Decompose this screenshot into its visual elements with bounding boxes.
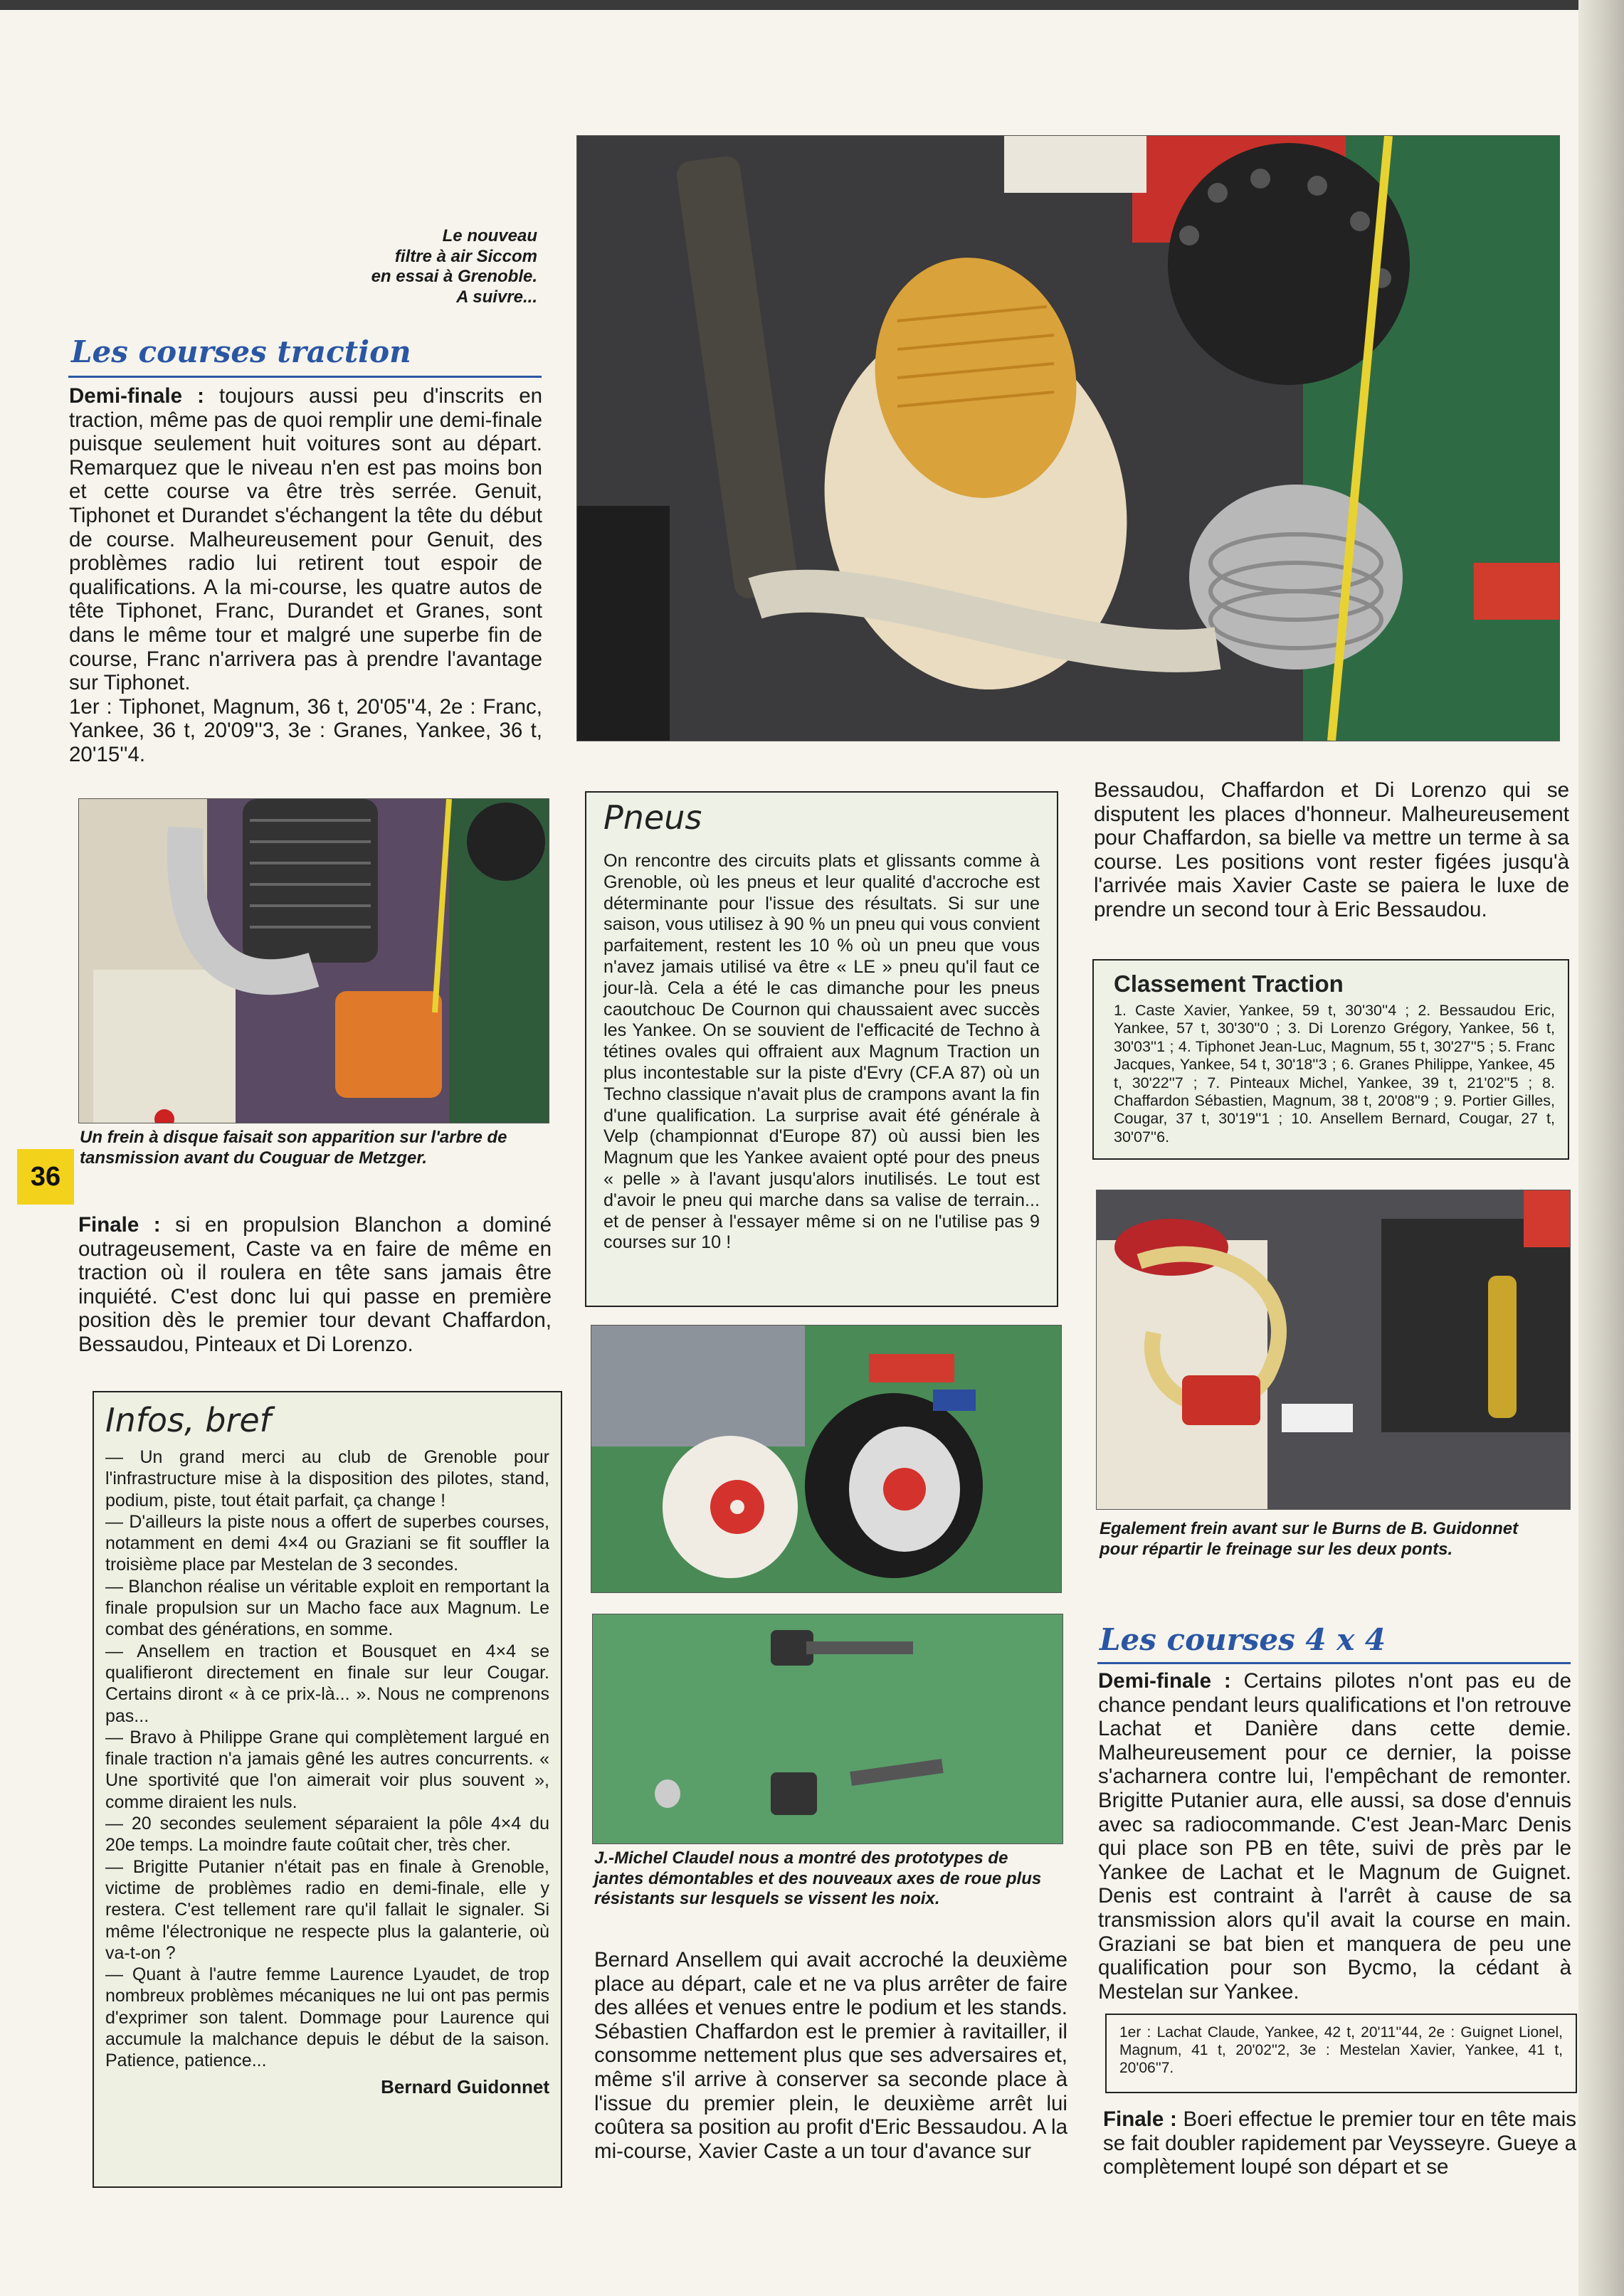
infos-bref-title: Infos, bref [105, 1401, 271, 1439]
caption-line: filtre à air Siccom [394, 246, 537, 266]
traction-finale [78, 1213, 552, 1357]
section-rule [1097, 1662, 1571, 1664]
four-by-four-finale [1103, 2107, 1576, 2179]
classement-text: 1. Caste Xavier, Yankee, 59 t, 30'30''4 ; 2. Bessaudou Eric, Yankee, 57 t, 30'30''0 ; 3. Di Lorenzo Grégory, Yankee, 56 t, 30'03''1 ; 4. Tiphonet Jean-Luc, Magnum, 55 t, 30'27''5 ; 5. Franc Jacques, Yankee, 54 t, 30'18''3 ; 6. Granes Philippe, Yankee, 45 t, 30'22''7 ; 7. Pinteaux Michel, Yankee, 39 t, 21'02''5 ; 8. Chaffardon Sébastien, Magnum, 38 t, 20'08''9 ; 9. Portier Gilles, Cougar, 37 t, 30'19''1 ; 10. Ansellem Bernard, Cougar, 27 t, 30'07''6. [1114, 1002, 1555, 1146]
photo-axles [592, 1614, 1063, 1844]
page-number: 36 [17, 1149, 74, 1205]
demi-finale-text: toujours aussi peu d'inscrits en traction, même pas de quoi remplir une demi-finale puisque seulement huit voitures sont au départ. Remarquez que le niveau n'en est pas moins bon et cette course va être très serrée. Genuit, Tiphonet et Durandet s'échangent la tête du début de course. Malheureusement pour Genuit, des problèmes radio lui retirent tout espoir de qualifications. A la mi-course, les quatre autos de tête Tiphonet, Franc, Durandet et Granes, sont dans le même tour et malgré une superbe fin de course, Franc n'arrivera pas à prendre l'avantage sur Tiphonet. [69, 384, 543, 695]
four-by-four-results: 1er : Lachat Claude, Yankee, 42 t, 20'11''44, 2e : Guignet Lionel, Magnum, 41 t, 20'02''2, 3e : Mestelan Xavier, Yankee, 41 t, 20'06''7. [1119, 2024, 1563, 2076]
caption-disc-brake: Un frein à disque faisait son apparition sur l'arbre de tansmission avant du Couguar de Metzger. [80, 1128, 507, 1168]
finale-label: Finale : [78, 1213, 161, 1237]
infos-bref-list [105, 1446, 549, 2072]
page-top-edge [0, 0, 1624, 10]
right-column-text-top: Bessaudou, Chaffardon et Di Lorenzo qui se disputent les places d'honneur. Malheureusement pour Chaffardon, sa bielle va mettre un terme à sa course. Les positions vont rester figées jusqu'à l'arrivée mais Xavier Caste se paiera le luxe de prendre un second tour à Eric Bessaudou. [1094, 778, 1569, 921]
section-title-traction: Les courses traction [71, 334, 411, 369]
infos-item: — Ansellem en traction et Bousquet en 4×4 se qualifieront directement en finale sur leur Cougar. Certains diront « à ce prix-là... ». Nous ne comprenons pas... [105, 1641, 549, 1726]
section-rule [68, 376, 542, 378]
finale-text: si en propulsion Blanchon a dominé outrageusement, Caste va en faire de même en traction où il roulera en tête sans jamais être inquiété. C'est donc lui qui passe en première position dès le premier tour devant Chaffardon, Bessaudou, Pinteaux et Di Lorenzo. [78, 1213, 552, 1356]
photo-air-filter-engine [576, 135, 1560, 741]
infos-item: — Un grand merci au club de Grenoble pour l'infrastructure mise à la disposition des pilotes, stand, podium, piste, tout était parfait, ça change ! [105, 1447, 549, 1511]
pneus-box [585, 791, 1058, 1307]
caption-line: A suivre... [456, 287, 537, 307]
caption-burns: Egalement frein avant sur le Burns de B. Guidonnet pour répartir le freinage sur les deux ponts. [1100, 1519, 1519, 1559]
infos-bref-box [93, 1391, 562, 2188]
binding-spine [1578, 0, 1624, 2296]
infos-item: — D'ailleurs la piste nous a offert de superbes courses, notamment en demi 4×4 ou Graziani se fit souffler la troisième place par Mestelan de 3 secondes. [105, 1511, 549, 1575]
demi-finale-label: Demi-finale : [69, 384, 204, 408]
four-by-four-demi-finale [1098, 1669, 1571, 2004]
caption-air-filter [270, 226, 537, 307]
caption-line: Le nouveau [442, 226, 537, 245]
pneus-title: Pneus [603, 798, 702, 837]
demi-finale-results: 1er : Tiphonet, Magnum, 36 t, 20'05''4, 2e : Franc, Yankee, 36 t, 20'09''3, 3e : Granes, Yankee, 36 t, 20'15''4. [69, 694, 542, 766]
four-by-four-results-box [1105, 2014, 1577, 2093]
classement-traction-box [1092, 959, 1569, 1160]
infos-item: — Blanchon réalise un véritable exploit en remportant la finale propulsion sur un Macho face aux Magnum. Le combat des générations, en somme. [105, 1576, 549, 1640]
classement-title: Classement Traction [1114, 970, 1344, 997]
demi-finale-text: Certains pilotes n'ont pas eu de chance pendant leurs qualifications et l'on retrouve Lachat et Danière dans cette demie. Malheureusement pour ce dernier, la poisse s'acharnera contre lui, l'empêchant de remonter. Brigitte Putanier aura, elle aussi, sa dose d'ennuis avec sa radiocommande. C'est Jean-Marc Denis qui place son PB en tête, suivi de près par le Yankee de Lachat et le Magnum de Guignet. Denis est contraint à l'arrêt à cause de sa transmission alors qu'il avait la course en main. Graziani se bat bien et manquera de peu une qualification pour son Bycmo, la cédant à Mestelan sur Yankee. [1098, 1669, 1571, 2004]
photo-burns-brake [1096, 1190, 1571, 1510]
demi-finale-label: Demi-finale : [1098, 1669, 1231, 1693]
middle-column-text: Bernard Ansellem qui avait accroché la deuxième place au départ, cale et ne va plus arrêter de faire des allées et venues entre le podium et les stands. Sébastien Chaffardon est le premier à ravitailler, il consomme nettement plus que ses adversaires et, même s'il arrive à conserver sa seconde place à l'issue du premier plein, le deuxième arrêt lui coûtera sa position au profit d'Eric Bessaudou. A la mi-course, Xavier Caste a un tour d'avance sur [594, 1948, 1067, 2163]
caption-claudel: J.-Michel Claudel nous a montré des prototypes de jantes démontables et des nouveaux axes de roue plus résistants sur lesquels se vissent les noix. [594, 1848, 1042, 1908]
finale-label: Finale : [1103, 2107, 1177, 2131]
pneus-text: On rencontre des circuits plats et glissants comme à Grenoble, où les pneus et leur qualité d'accroche est déterminante pour l'issue des résultats. Si sur une saison, vous utilisez à 90 % un pneu qui vous convient parfaitement, restent les 10 % où un pneu que vous n'avez jamais utilisé va être « LE » pneu qu'il faut ce jour-là. Cela a été le cas dimanche pour les pneus caoutchouc De Cournon qui chaussaient avec succès les Yankee. On se souvient de l'efficacité de Techno à tétines ovales qui offraient aux Magnum Traction un plus incontestable sur la piste d'Evry (CF.A 87) où un Techno classique n'avait plus de crampons avant la fin d'une qualification. La surprise avait été générale à Velp (championnat d'Europe 87) où aussi bien les Magnum que les Yankee avaient opté pour des pneus « pelle » à l'avant jusqu'alors inutilisés. Le tout est d'avoir le pneu qui marche dans sa valise de terrain... et de penser à l'essayer même si on ne l'utilise pas 9 courses sur 10 ! [603, 851, 1040, 1253]
infos-item: — Quant à l'autre femme Laurence Lyaudet, de trop nombreux problèmes mécaniques ne lui ont pas permis d'exprimer son talent. Dommage pour Laurence qui accumule la malchance depuis le début de la saison. Patience, patience... [105, 1964, 549, 2071]
infos-signature: Bernard Guidonnet [381, 2075, 549, 2097]
infos-item: — 20 secondes seulement séparaient la pôle 4×4 du 20e temps. La moindre faute coûtait cher, très cher. [105, 1814, 549, 1856]
section-title-4x4: Les courses 4 x 4 [1100, 1622, 1386, 1657]
infos-item: — Bravo à Philippe Grane qui complètement largué en finale traction n'a jamais gêné les autres concurrents. « Une sportivité que l'on aimerait voir plus souvent », comme diraient les nuls. [105, 1727, 549, 1812]
photo-disc-brake [78, 798, 549, 1123]
infos-item: — Brigitte Putanier n'était pas en finale à Grenoble, victime de problèmes radio en demi-finale, elle y restera. C'est tellement rare qu'il fallait le signaler. Si même l'électronique ne respecte plus la galanterie, où va-t-on ? [105, 1856, 549, 1963]
finale-text: Boeri effectue le premier tour en tête mais se fait doubler rapidement par Veysseyre. Gueye a complètement loupé son départ et se [1103, 2107, 1576, 2179]
caption-line: en essai à Grenoble. [371, 267, 537, 286]
photo-wheels [591, 1325, 1062, 1593]
traction-demi-finale [69, 384, 542, 767]
